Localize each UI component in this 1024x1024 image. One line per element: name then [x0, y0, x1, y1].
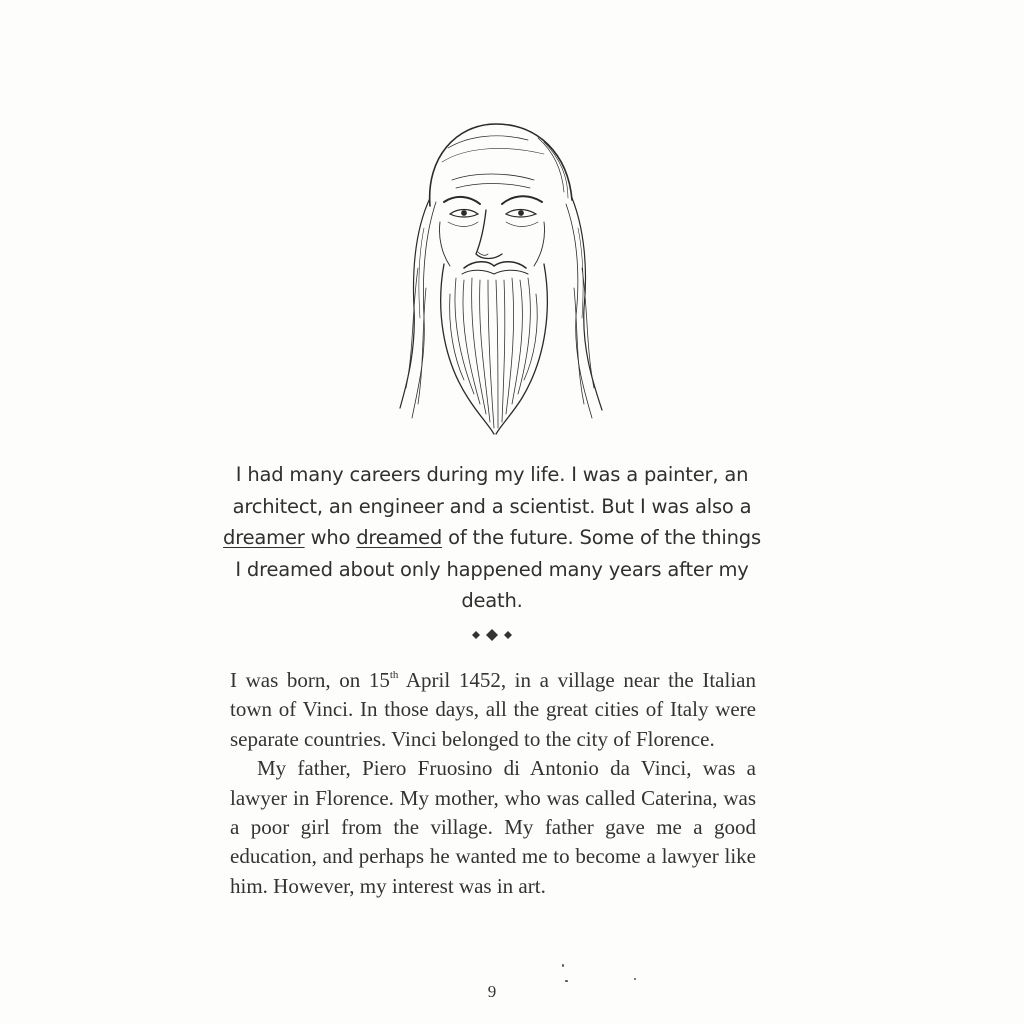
intro-text-2: who [304, 526, 357, 549]
paragraph-1 [230, 666, 756, 754]
intro-word-dreamed: dreamed [356, 526, 443, 549]
intro-text-1: I had many careers during my life. I was a painter, an architect, an engineer and a scientist. But I was also a [232, 463, 752, 518]
body-text [230, 666, 756, 901]
intro-text-3: of the future. Some of the things I dreamed about only happened many years after my death. [235, 526, 761, 612]
intro-paragraph [222, 459, 762, 617]
three-diamonds-ornament-icon [464, 626, 520, 644]
intro-word-dreamer: dreamer [223, 526, 305, 549]
ordinal-suffix: th [389, 669, 399, 681]
paragraph-1-start: I was born, on 15 [230, 668, 390, 692]
paragraph-1-rest: April 1452, in a village near the Italian town of Vinci. In those days, all the great cities of Italy were separate countries. Vinci belonged to the city of Florence. [230, 668, 756, 751]
paragraph-2: My father, Piero Fruosino di Antonio da Vinci, was a lawyer in Florence. My mother, who was called Caterina, was a poor girl from the village. My father gave me a good education, and perhaps he wanted me to become a lawyer like him. However, my interest was in art. [230, 756, 756, 898]
page-number: 9 [487, 982, 497, 1001]
portrait-illustration [378, 118, 606, 440]
